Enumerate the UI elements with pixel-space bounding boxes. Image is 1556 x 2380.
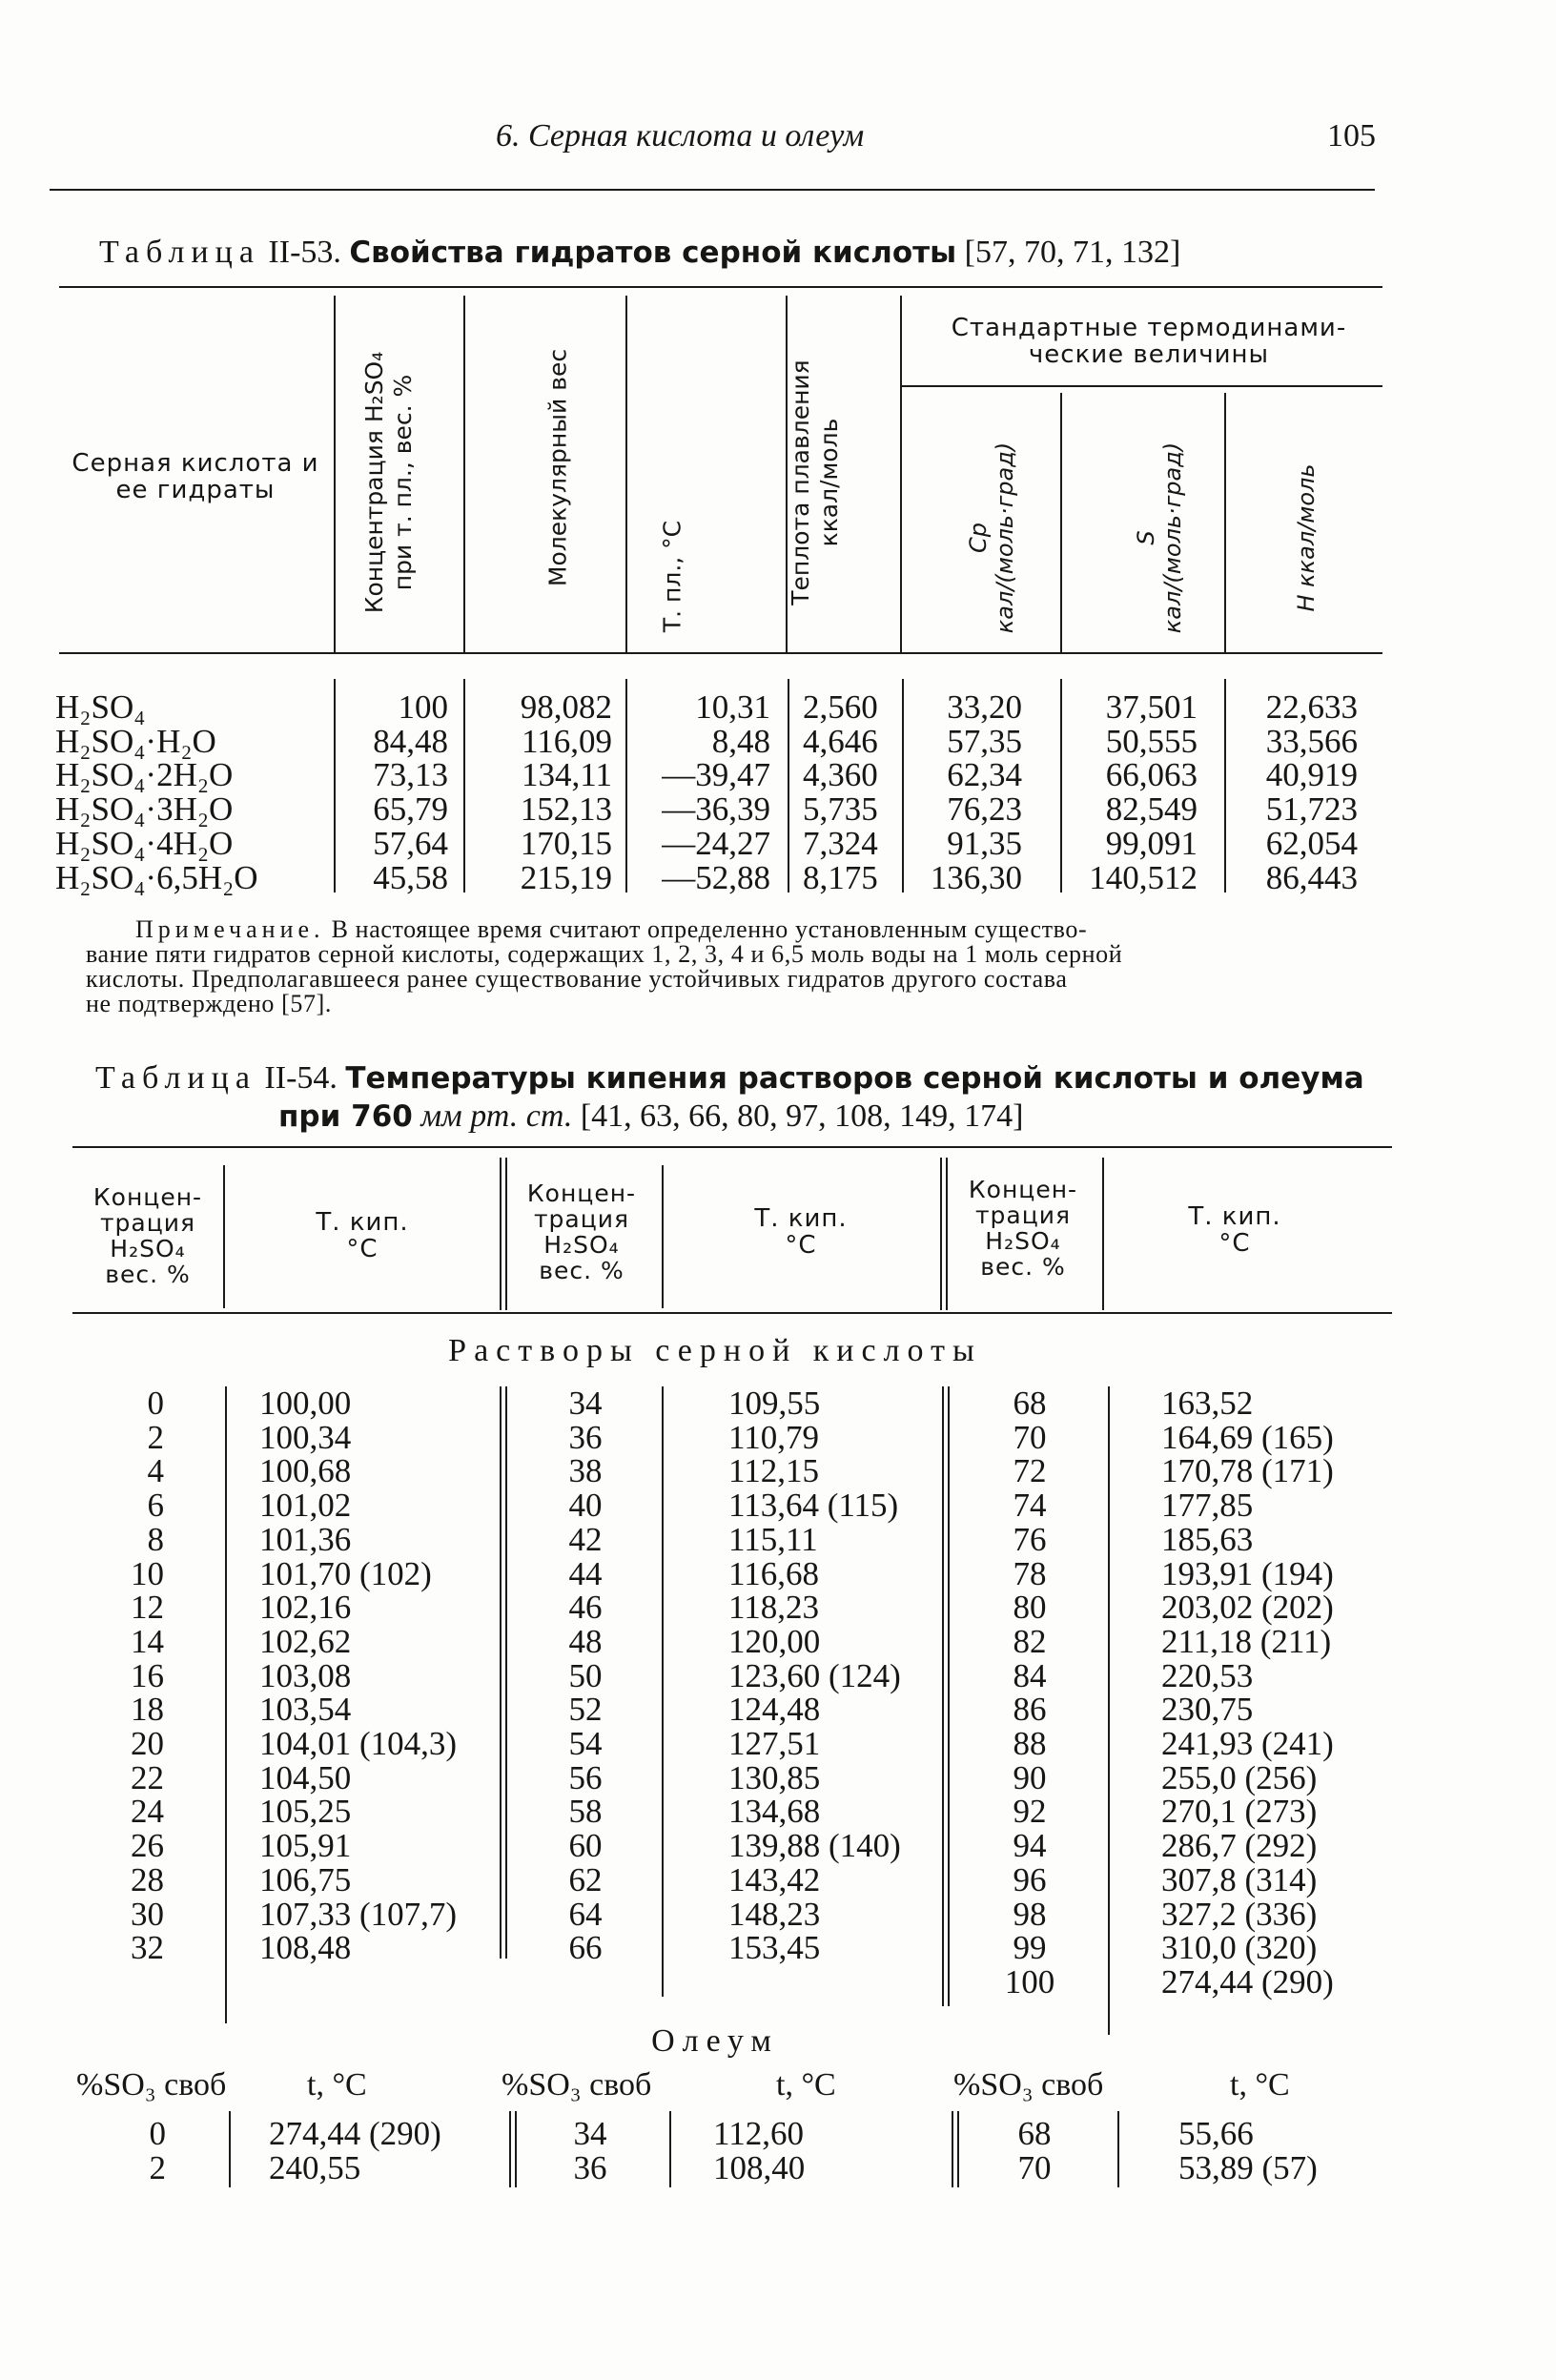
t54-col-temp2-cell: 112,15: [728, 1452, 819, 1490]
t53-header-cp: Cp кал/(моль·град): [965, 441, 1018, 634]
t54-col-conc3: [992, 1386, 1068, 2000]
t54-double-vsep: [500, 1386, 507, 1959]
t53-col-h-cell: 22,633: [1265, 688, 1358, 726]
note-line: не подтверждено [57].: [86, 990, 332, 1017]
t54-col-temp2-cell: 124,48: [728, 1691, 821, 1729]
oleum-col-temp2-cell: 108,40: [713, 2148, 806, 2186]
t54-col-conc3-cell: 72: [1013, 1452, 1047, 1490]
t53-header-compound: Серная кислота и ее гидраты: [72, 449, 319, 504]
oleum-col-conc2-cell: 36: [573, 2148, 607, 2186]
t53-col-conc-cell: 65,79: [373, 790, 448, 829]
t54-col-conc3-cell: 78: [1013, 1554, 1047, 1592]
oleum-col-conc2: [557, 2117, 624, 2185]
t53-col-mp-cell: —24,27: [662, 824, 770, 862]
t53-col-cp-cell: 62,34: [947, 756, 1022, 794]
t54-col-temp2-cell: 113,64 (115): [728, 1487, 899, 1525]
t53-col-compound-cell: H₂SO₄·4H₂O: [55, 824, 234, 862]
t54-col-temp3-cell: 203,02 (202): [1161, 1589, 1334, 1627]
t53-col-mp-cell: —36,39: [662, 790, 770, 829]
t54-col-conc1-cell: 10: [131, 1554, 164, 1592]
t54-col-conc1-cell: 28: [131, 1860, 164, 1898]
t54-col-conc3-cell: 68: [1013, 1385, 1047, 1422]
t54-col-conc1-cell: 0: [147, 1385, 164, 1422]
running-title: 6. Серная кислота и олеум: [496, 118, 865, 154]
t54-col-temp1-cell: 101,02: [259, 1487, 352, 1525]
t54-col-temp3-cell: 164,69 (165): [1161, 1418, 1334, 1456]
t53-col-conc-cell: 57,64: [373, 824, 448, 862]
t53-vsep: [463, 679, 465, 892]
t53-col-s-cell: 99,091: [1105, 824, 1198, 862]
t54-col-temp3-cell: 327,2 (336): [1161, 1895, 1318, 1933]
t54-col-temp1-cell: 106,75: [259, 1860, 352, 1898]
table54-unit: мм рт. ст.: [420, 1098, 573, 1134]
oleum-col-temp1: [269, 2117, 498, 2185]
t53-col-s-cell: 66,063: [1105, 756, 1198, 794]
t53-col-mw: [467, 690, 612, 894]
t54-col-conc2-cell: 62: [568, 1860, 603, 1898]
t54-col-conc3-cell: 88: [1013, 1725, 1047, 1763]
t53-col-heat: [803, 690, 898, 894]
t53-col-cp-cell: 33,20: [947, 688, 1022, 726]
oleum-col-conc3: [1001, 2117, 1068, 2185]
oleum-col-conc1: [114, 2117, 166, 2185]
t53-col-compound-cell: H₂SO₄·6,5H₂O: [55, 858, 258, 896]
oleum-col-temp1-cell: 274,44 (290): [269, 2115, 441, 2152]
t54-col-temp1-cell: 103,08: [259, 1656, 352, 1694]
note-line: вание пяти гидратов серной кислоты, содержащих 1, 2, 3, 4 и 6,5 моль воды на 1 моль серной: [86, 940, 1123, 968]
t53-header-conc: Концентрация H₂SO₄ при т. пл., вес. %: [360, 351, 417, 614]
t54-col-conc1-cell: 24: [131, 1793, 164, 1831]
t53-col-h-cell: 33,566: [1265, 722, 1358, 760]
t54-col-conc2-cell: 46: [568, 1589, 603, 1627]
t54-col-temp2-cell: 123,60 (124): [728, 1656, 901, 1694]
oleum-header-conc: %SO₃ своб: [502, 2067, 652, 2103]
oleum-col-temp3: [1178, 2117, 1388, 2185]
t54-col-temp3: [1161, 1386, 1382, 2000]
table54-header-rule: [72, 1312, 1392, 1314]
t54-col-conc1-cell: 26: [131, 1827, 164, 1865]
t54-col-temp2-cell: 120,00: [728, 1622, 821, 1660]
t54-col-temp2-cell: 109,55: [728, 1385, 821, 1422]
t53-vsep: [900, 296, 902, 652]
t54-vsep: [225, 1386, 227, 2023]
t54-col-conc1-cell: 18: [131, 1691, 164, 1729]
t54-col-conc3-cell: 82: [1013, 1622, 1047, 1660]
t53-vsep: [788, 679, 789, 892]
t54-col-conc3-cell: 99: [1013, 1929, 1047, 1967]
oleum-header-conc: %SO₃ своб: [76, 2067, 227, 2103]
table53-refs: [57, 70, 71, 132]: [964, 235, 1181, 270]
t54-col-temp3-cell: 177,85: [1161, 1487, 1254, 1525]
t54-vsep: [1102, 1158, 1104, 1310]
t53-col-h: [1228, 690, 1358, 894]
t54-col-temp3-cell: 230,75: [1161, 1691, 1254, 1729]
t54-col-conc3-cell: 76: [1013, 1520, 1047, 1558]
t54-col-conc3-cell: 98: [1013, 1895, 1047, 1933]
t53-col-cp-cell: 91,35: [947, 824, 1022, 862]
oleum-col-temp2: [713, 2117, 904, 2185]
section-acid-heading: Растворы серной кислоты: [448, 1333, 982, 1368]
t54-col-temp2-cell: 110,79: [728, 1418, 819, 1456]
t54-col-conc3-cell: 84: [1013, 1656, 1047, 1694]
t53-col-mw-cell: 215,19: [520, 858, 612, 896]
t54-col-conc2-cell: 64: [568, 1895, 603, 1933]
t53-col-conc-cell: 73,13: [373, 756, 448, 794]
t53-col-s-cell: 82,549: [1105, 790, 1198, 829]
t54-col-temp2: [728, 1386, 938, 1965]
t54-col-temp3-cell: 220,53: [1161, 1656, 1254, 1694]
t54-col-conc3-cell: 70: [1013, 1418, 1047, 1456]
t54-col-conc2-cell: 44: [568, 1554, 603, 1592]
t53-col-compound-cell: H₂SO₄·H₂O: [55, 722, 216, 760]
t54-col-conc3-cell: 80: [1013, 1589, 1047, 1627]
t54-vsep: [1108, 1386, 1110, 2035]
t53-col-compound-cell: H₂SO₄: [55, 688, 146, 726]
t54-col-conc1-cell: 12: [131, 1589, 164, 1627]
t54-col-temp2-cell: 127,51: [728, 1725, 821, 1763]
t54-col-conc2-cell: 48: [568, 1622, 603, 1660]
t54-vsep: [223, 1165, 225, 1308]
t53-col-compound-cell: H₂SO₄·3H₂O: [55, 790, 234, 829]
oleum-col-temp3-cell: 53,89 (57): [1178, 2148, 1318, 2186]
t54-col-temp1-cell: 100,68: [259, 1452, 352, 1490]
t53-col-mw-cell: 152,13: [520, 790, 612, 829]
t53-col-mp-cell: 10,31: [695, 688, 770, 726]
t54-col-conc2-cell: 36: [568, 1418, 603, 1456]
table53-top-rule: [59, 286, 1382, 288]
t53-vsep: [1060, 679, 1062, 892]
t53-note: [86, 917, 1392, 1016]
t54-header-temp: Т. кип. °С: [754, 1204, 848, 1260]
t54-col-conc2-cell: 54: [568, 1725, 603, 1763]
t54-col-temp3-cell: 270,1 (273): [1161, 1793, 1318, 1831]
t54-col-conc2-cell: 66: [568, 1929, 603, 1967]
t54-col-conc3-cell: 74: [1013, 1487, 1047, 1525]
t54-col-conc1-cell: 6: [147, 1487, 164, 1525]
oleum-header-temp: [307, 2067, 367, 2103]
t54-double-vsep: [942, 1386, 950, 2006]
table54-caption-line2: [278, 1098, 1023, 1135]
table54-refs: [41, 63, 66, 80, 97, 108, 149, 174]: [580, 1098, 1024, 1134]
t53-vsep: [625, 296, 627, 652]
t53-col-conc: [334, 690, 448, 894]
table53-header-rule: [59, 652, 1382, 654]
t54-col-conc1-cell: 30: [131, 1895, 164, 1933]
table54-top-rule: [72, 1146, 1392, 1148]
t54-header-temp: Т. кип. °С: [1188, 1202, 1281, 1258]
table54-title-bold: при 760: [278, 1099, 413, 1134]
t53-col-conc-cell: 45,58: [373, 858, 448, 896]
t54-col-temp3-cell: 211,18 (211): [1161, 1622, 1332, 1660]
oleum-header-temp: [1230, 2067, 1290, 2103]
t54-header-conc: Концен- трация H₂SO₄ вес. %: [92, 1183, 203, 1288]
t54-col-temp1-cell: 102,16: [259, 1589, 352, 1627]
t53-col-h-cell: 51,723: [1265, 790, 1358, 829]
t54-col-conc1-cell: 22: [131, 1758, 164, 1796]
t53-vsep: [1060, 393, 1062, 652]
t54-col-temp2-cell: 153,45: [728, 1929, 821, 1967]
t53-col-cp-cell: 76,23: [947, 790, 1022, 829]
t54-col-conc2-cell: 60: [568, 1827, 603, 1865]
t53-col-mp-cell: 8,48: [711, 722, 770, 760]
t54-col-temp1-cell: 104,01 (104,3): [259, 1725, 458, 1763]
t53-col-s: [1064, 690, 1198, 894]
t53-col-compound: [55, 690, 332, 894]
t53-col-s-cell: 50,555: [1105, 722, 1198, 760]
t53-vsep: [902, 679, 904, 892]
table53-title: Свойства гидратов серной кислоты: [349, 236, 957, 270]
t53-col-mw-cell: 170,15: [520, 824, 612, 862]
t54-double-vsep: [940, 1158, 948, 1310]
t53-vsep: [1224, 679, 1226, 892]
t54-col-temp3-cell: 310,0 (320): [1161, 1929, 1318, 1967]
header-rule: [50, 189, 1375, 191]
t54-col-temp1-cell: 101,36: [259, 1520, 352, 1558]
t53-vsep: [334, 296, 336, 652]
t54-col-temp2-cell: 139,88 (140): [728, 1827, 901, 1865]
oleum-col-temp3-cell: 55,66: [1178, 2115, 1254, 2152]
table53-number: II-53.: [268, 235, 341, 270]
t53-col-heat-cell: 7,324: [803, 824, 878, 862]
t53-col-mp-cell: —39,47: [662, 756, 770, 794]
table54-number: II-54.: [264, 1060, 338, 1096]
t54-col-temp3-cell: 163,52: [1161, 1385, 1254, 1422]
t53-col-s-cell: 37,501: [1105, 688, 1198, 726]
t54-col-temp2-cell: 115,11: [728, 1520, 818, 1558]
oleum-header-temp-text: t, °С: [1230, 2067, 1290, 2103]
oleum-col-conc1-cell: 0: [149, 2115, 166, 2152]
t54-col-conc1: [105, 1386, 164, 1965]
table54-caption: [95, 1060, 1364, 1097]
t54-col-temp1-cell: 100,00: [259, 1385, 352, 1422]
t54-col-conc1-cell: 32: [131, 1929, 164, 1967]
t54-col-conc2-cell: 58: [568, 1793, 603, 1831]
t54-col-conc2-cell: 50: [568, 1656, 603, 1694]
t54-col-conc1-cell: 14: [131, 1622, 164, 1660]
oleum-col-conc3-cell: 70: [1017, 2148, 1052, 2186]
t54-col-temp2-cell: 130,85: [728, 1758, 821, 1796]
t54-col-temp2-cell: 148,23: [728, 1895, 821, 1933]
t54-col-conc2-cell: 56: [568, 1758, 603, 1796]
t54-col-conc3-cell: 100: [1004, 1962, 1055, 2000]
oleum-double-vsep: [509, 2111, 517, 2187]
t54-vsep: [662, 1165, 664, 1308]
t54-col-conc1-cell: 20: [131, 1725, 164, 1763]
t53-col-s-cell: 140,512: [1089, 858, 1198, 896]
t54-col-temp1-cell: 101,70 (102): [259, 1554, 432, 1592]
t53-header-mw: Молекулярный вес: [543, 348, 572, 587]
oleum-col-conc3-cell: 68: [1017, 2115, 1052, 2152]
t54-col-temp3-cell: 286,7 (292): [1161, 1827, 1318, 1865]
t54-col-temp2-cell: 118,23: [728, 1589, 819, 1627]
note-line: В настоящее время считают определенно установленным существо-: [331, 915, 1088, 943]
t54-col-conc3-cell: 92: [1013, 1793, 1047, 1831]
t54-col-conc3-cell: 86: [1013, 1691, 1047, 1729]
t54-col-conc2-cell: 52: [568, 1691, 603, 1729]
t54-col-conc1-cell: 16: [131, 1656, 164, 1694]
t54-header-temp: Т. кип. °С: [316, 1208, 409, 1263]
oleum-header-temp: [776, 2067, 836, 2103]
t54-col-conc2-cell: 40: [568, 1487, 603, 1525]
t53-col-mw-cell: 116,09: [522, 722, 612, 760]
oleum-vsep: [1117, 2111, 1119, 2187]
t53-vsep: [625, 679, 627, 892]
oleum-header-temp-text: t, °С: [307, 2067, 367, 2103]
oleum-double-vsep: [952, 2111, 959, 2187]
table53-label: Таблица: [99, 235, 260, 270]
t54-col-conc1-cell: 2: [147, 1418, 164, 1456]
t54-col-temp3-cell: 307,8 (314): [1161, 1860, 1318, 1898]
table53-caption: [99, 235, 1180, 271]
t54-col-temp2-cell: 116,68: [728, 1554, 819, 1592]
t54-col-conc3-cell: 90: [1013, 1758, 1047, 1796]
t54-col-temp1-cell: 102,62: [259, 1622, 352, 1660]
page-number: 105: [1327, 118, 1376, 154]
oleum-vsep: [229, 2111, 231, 2187]
t53-col-cp: [906, 690, 1022, 894]
note-line: кислоты. Предполагавшееся ранее существование устойчивых гидратов другого состава: [86, 965, 1068, 993]
t54-col-conc1-cell: 4: [147, 1452, 164, 1490]
t54-header-conc: Концен- трация H₂SO₄ вес. %: [968, 1176, 1078, 1281]
t53-vsep: [463, 296, 465, 652]
t54-col-conc2-cell: 34: [568, 1385, 603, 1422]
t54-col-conc3-cell: 94: [1013, 1827, 1047, 1865]
oleum-header-conc: %SO₃ своб: [953, 2067, 1104, 2103]
t53-col-cp-cell: 136,30: [930, 858, 1022, 896]
table54-title: Температуры кипения растворов серной кислоты и олеума: [345, 1061, 1364, 1096]
t53-col-heat-cell: 5,735: [803, 790, 878, 829]
t53-col-heat-cell: 2,560: [803, 688, 878, 726]
t54-col-conc2: [547, 1386, 624, 1965]
t53-col-compound-cell: H₂SO₄·2H₂O: [55, 756, 234, 794]
t54-col-conc2-cell: 38: [568, 1452, 603, 1490]
oleum-header-temp-text: t, °С: [776, 2067, 836, 2103]
t53-col-heat-cell: 8,175: [803, 858, 878, 896]
t53-col-heat-cell: 4,360: [803, 756, 878, 794]
t54-col-temp1: [259, 1386, 498, 1965]
t54-col-temp2-cell: 143,42: [728, 1860, 821, 1898]
t53-header-h: H ккал/моль: [1293, 463, 1320, 612]
section-oleum-heading: Олеум: [651, 2023, 779, 2059]
t53-col-mp: [629, 690, 770, 894]
t53-col-mp-cell: —52,88: [662, 858, 770, 896]
t54-col-temp3-cell: 241,93 (241): [1161, 1725, 1334, 1763]
t54-col-temp1-cell: 104,50: [259, 1758, 352, 1796]
t54-col-temp1-cell: 103,54: [259, 1691, 352, 1729]
t54-col-temp3-cell: 274,44 (290): [1161, 1962, 1334, 2000]
t54-col-conc1-cell: 8: [147, 1520, 164, 1558]
t53-col-conc-cell: 100: [398, 688, 448, 726]
t54-header-conc: Концен- трация H₂SO₄ вес. %: [526, 1180, 637, 1284]
t54-col-temp1-cell: 105,91: [259, 1827, 352, 1865]
t53-col-h-cell: 62,054: [1265, 824, 1358, 862]
oleum-col-temp2-cell: 112,60: [713, 2115, 804, 2152]
t54-col-temp1-cell: 108,48: [259, 1929, 352, 1967]
oleum-col-conc1-cell: 2: [149, 2148, 166, 2186]
t54-col-temp3-cell: 255,0 (256): [1161, 1758, 1318, 1796]
t54-vsep: [662, 1386, 664, 1997]
t54-col-conc2-cell: 42: [568, 1520, 603, 1558]
table53-thermo-rule: [900, 385, 1382, 387]
t53-header-thermo: Стандартные термодинами-ческие величины: [951, 314, 1347, 369]
oleum-col-temp1-cell: 240,55: [269, 2148, 361, 2186]
t53-col-h-cell: 40,919: [1265, 756, 1358, 794]
oleum-vsep: [669, 2111, 671, 2187]
t53-col-mw-cell: 134,11: [522, 756, 612, 794]
t53-col-heat-cell: 4,646: [803, 722, 878, 760]
t54-col-temp3-cell: 170,78 (171): [1161, 1452, 1334, 1490]
t53-header-heat: Теплота плавления ккал/моль: [787, 359, 843, 605]
t53-header-s: S кал/(моль·град): [1133, 441, 1186, 634]
t54-col-temp1-cell: 107,33 (107,7): [259, 1895, 458, 1933]
t54-col-temp2-cell: 134,68: [728, 1793, 821, 1831]
t54-col-temp1-cell: 105,25: [259, 1793, 352, 1831]
t53-col-conc-cell: 84,48: [373, 722, 448, 760]
t54-col-temp3-cell: 193,91 (194): [1161, 1554, 1334, 1592]
oleum-col-conc2-cell: 34: [573, 2115, 607, 2152]
t53-col-cp-cell: 57,35: [947, 722, 1022, 760]
t53-col-mw-cell: 98,082: [520, 688, 612, 726]
note-label: Примечание.: [135, 915, 325, 943]
t54-col-conc3-cell: 96: [1013, 1860, 1047, 1898]
t53-col-h-cell: 86,443: [1265, 858, 1358, 896]
t53-vsep: [1224, 393, 1226, 652]
t54-col-temp3-cell: 185,63: [1161, 1520, 1254, 1558]
t53-header-mp: Т. пл., °С: [658, 520, 686, 633]
table54-label: Таблица: [95, 1060, 256, 1096]
t54-col-temp1-cell: 100,34: [259, 1418, 352, 1456]
